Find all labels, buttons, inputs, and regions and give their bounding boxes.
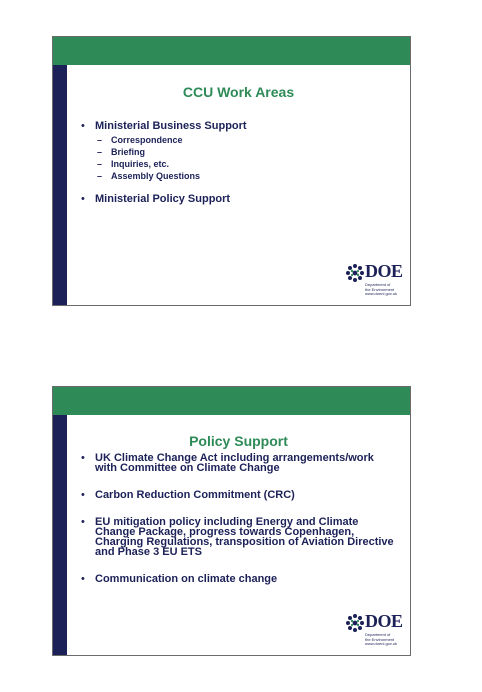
- bullet-text: Communication on climate change: [95, 573, 278, 585]
- dash-icon: –: [97, 159, 103, 169]
- doe-logo: [345, 261, 407, 301]
- bullet-item: [79, 574, 396, 584]
- sub-bullet-item: [95, 134, 396, 146]
- sub-bullet-item: [95, 158, 396, 170]
- logo-line-1: Department of: [365, 632, 391, 637]
- bullet-dot-icon: •: [81, 120, 85, 132]
- slide-1: [52, 36, 411, 306]
- slide-header-bar: [53, 387, 410, 415]
- logo-subtitle: [365, 283, 407, 297]
- logo-url: www.doeni.gov.uk: [365, 641, 397, 646]
- logo-url: www.doeni.gov.uk: [365, 291, 397, 296]
- sub-bullet-text: Assembly Questions: [111, 171, 201, 181]
- slide-2: [52, 386, 411, 656]
- logo-wordmark: DOE: [365, 611, 403, 631]
- bullet-text: Carbon Reduction Commitment (CRC): [95, 489, 295, 501]
- logo-wordmark: DOE: [365, 261, 403, 281]
- bullet-item: [79, 517, 396, 557]
- sub-bullet-text: Correspondence: [111, 135, 183, 145]
- bullet-text: Ministerial Policy Support: [95, 193, 231, 205]
- logo-line-1: Department of: [365, 282, 391, 287]
- dash-icon: –: [97, 135, 103, 145]
- bullet-dot-icon: •: [81, 489, 85, 501]
- logo-subtitle: [365, 633, 407, 647]
- logo-line-2: the Environment: [365, 286, 395, 292]
- logo-line-2: the Environment: [365, 636, 395, 642]
- bullet-item: [79, 194, 396, 204]
- doe-globe-icon: [345, 263, 365, 283]
- sub-bullet-text: Briefing: [111, 147, 146, 157]
- slide-title: CCU Work Areas: [182, 84, 295, 100]
- bullet-item: [79, 490, 396, 500]
- slide-sidebar: [53, 65, 67, 305]
- bullet-text: UK Climate Change Act including arrangements/work with Committee on Climate Change: [95, 452, 374, 474]
- sub-bullet-text: Inquiries, etc.: [111, 159, 170, 169]
- bullet-text: Ministerial Business Support: [95, 120, 247, 132]
- bullet-item: [79, 121, 396, 182]
- slide-header-bar: [53, 37, 410, 65]
- slide-sidebar: [53, 415, 67, 655]
- sub-bullet-list: [95, 134, 396, 182]
- bullet-dot-icon: •: [81, 452, 85, 464]
- sub-bullet-item: [95, 170, 396, 182]
- bullet-list: [79, 121, 396, 204]
- dash-icon: –: [97, 171, 103, 181]
- sub-bullet-item: [95, 146, 396, 158]
- bullet-dot-icon: •: [81, 193, 85, 205]
- bullet-list: [79, 453, 396, 584]
- bullet-item: [79, 453, 396, 473]
- doe-globe-icon: [345, 613, 365, 633]
- dash-icon: –: [97, 147, 103, 157]
- bullet-dot-icon: •: [81, 573, 85, 585]
- bullet-dot-icon: •: [81, 516, 85, 528]
- doe-logo: [345, 611, 407, 651]
- slide-title: Policy Support: [189, 433, 288, 449]
- bullet-text: EU mitigation policy including Energy and Climate Change Package, progress towards Copenhagen, Charging Regulations, transposition of Aviation Directive and Phase 3 EU ETS: [95, 516, 394, 558]
